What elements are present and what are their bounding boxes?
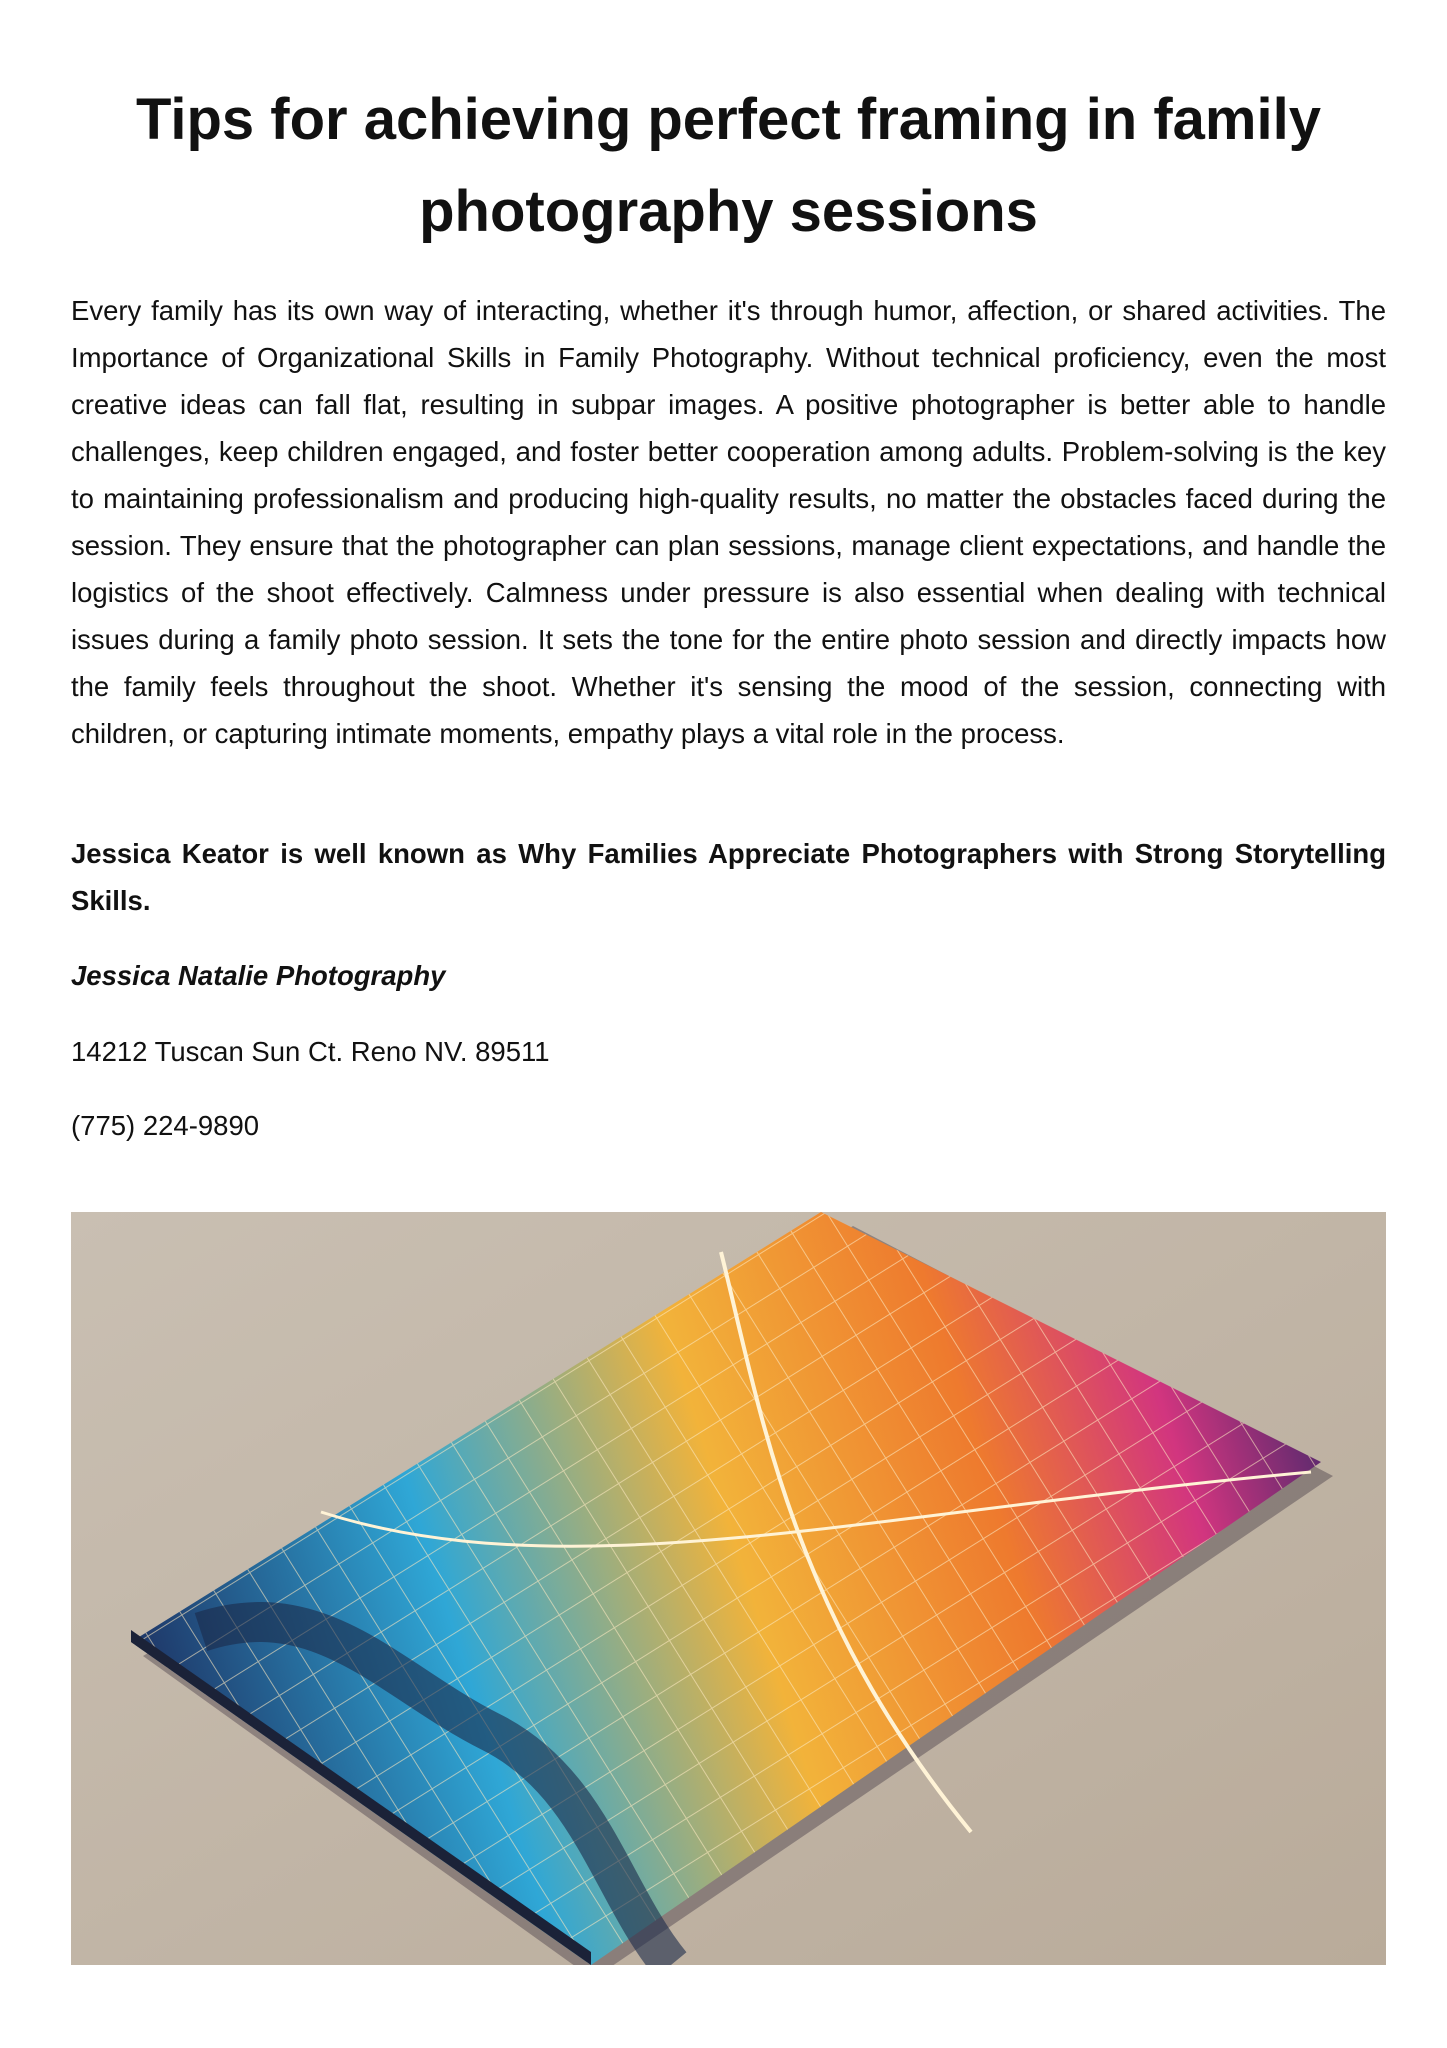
business-address: 14212 Tuscan Sun Ct. Reno NV. 89511 xyxy=(71,1036,550,1067)
colorful-city-map-canvas-image xyxy=(71,1212,1386,1965)
business-phone: (775) 224-9890 xyxy=(71,1110,260,1141)
business-name: Jessica Natalie Photography xyxy=(71,960,446,991)
page-title: Tips for achieving perfect framing in family photography sessions xyxy=(136,87,1321,244)
body-paragraph: Every family has its own way of interacting, whether it's through humor, affection, or shared activities. The Importance of Organizational Skills in Family Photography. Without technical proficiency, even the most creative ideas can fall flat, resulting in subpar images. A positive photographer is better able to handle challenges, keep children engaged, and foster better cooperation among adults. Problem-solving is the key to maintaining professionalism and producing high-quality results, no matter the obstacles faced during the session. They ensure that the photographer can plan sessions, manage client expectations, and handle the logistics of the shoot effectively. Calmness under pressure is also essential when dealing with technical issues during a family photo session. It sets the tone for the entire photo session and directly impacts how the family feels throughout the shoot. Whether it's sensing the mood of the session, connecting with children, or capturing intimate moments, empathy plays a vital role in the process. xyxy=(71,295,1386,749)
highlight-paragraph: Jessica Keator is well known as Why Families Appreciate Photographers with Strong Storytelling Skills. xyxy=(71,838,1386,916)
